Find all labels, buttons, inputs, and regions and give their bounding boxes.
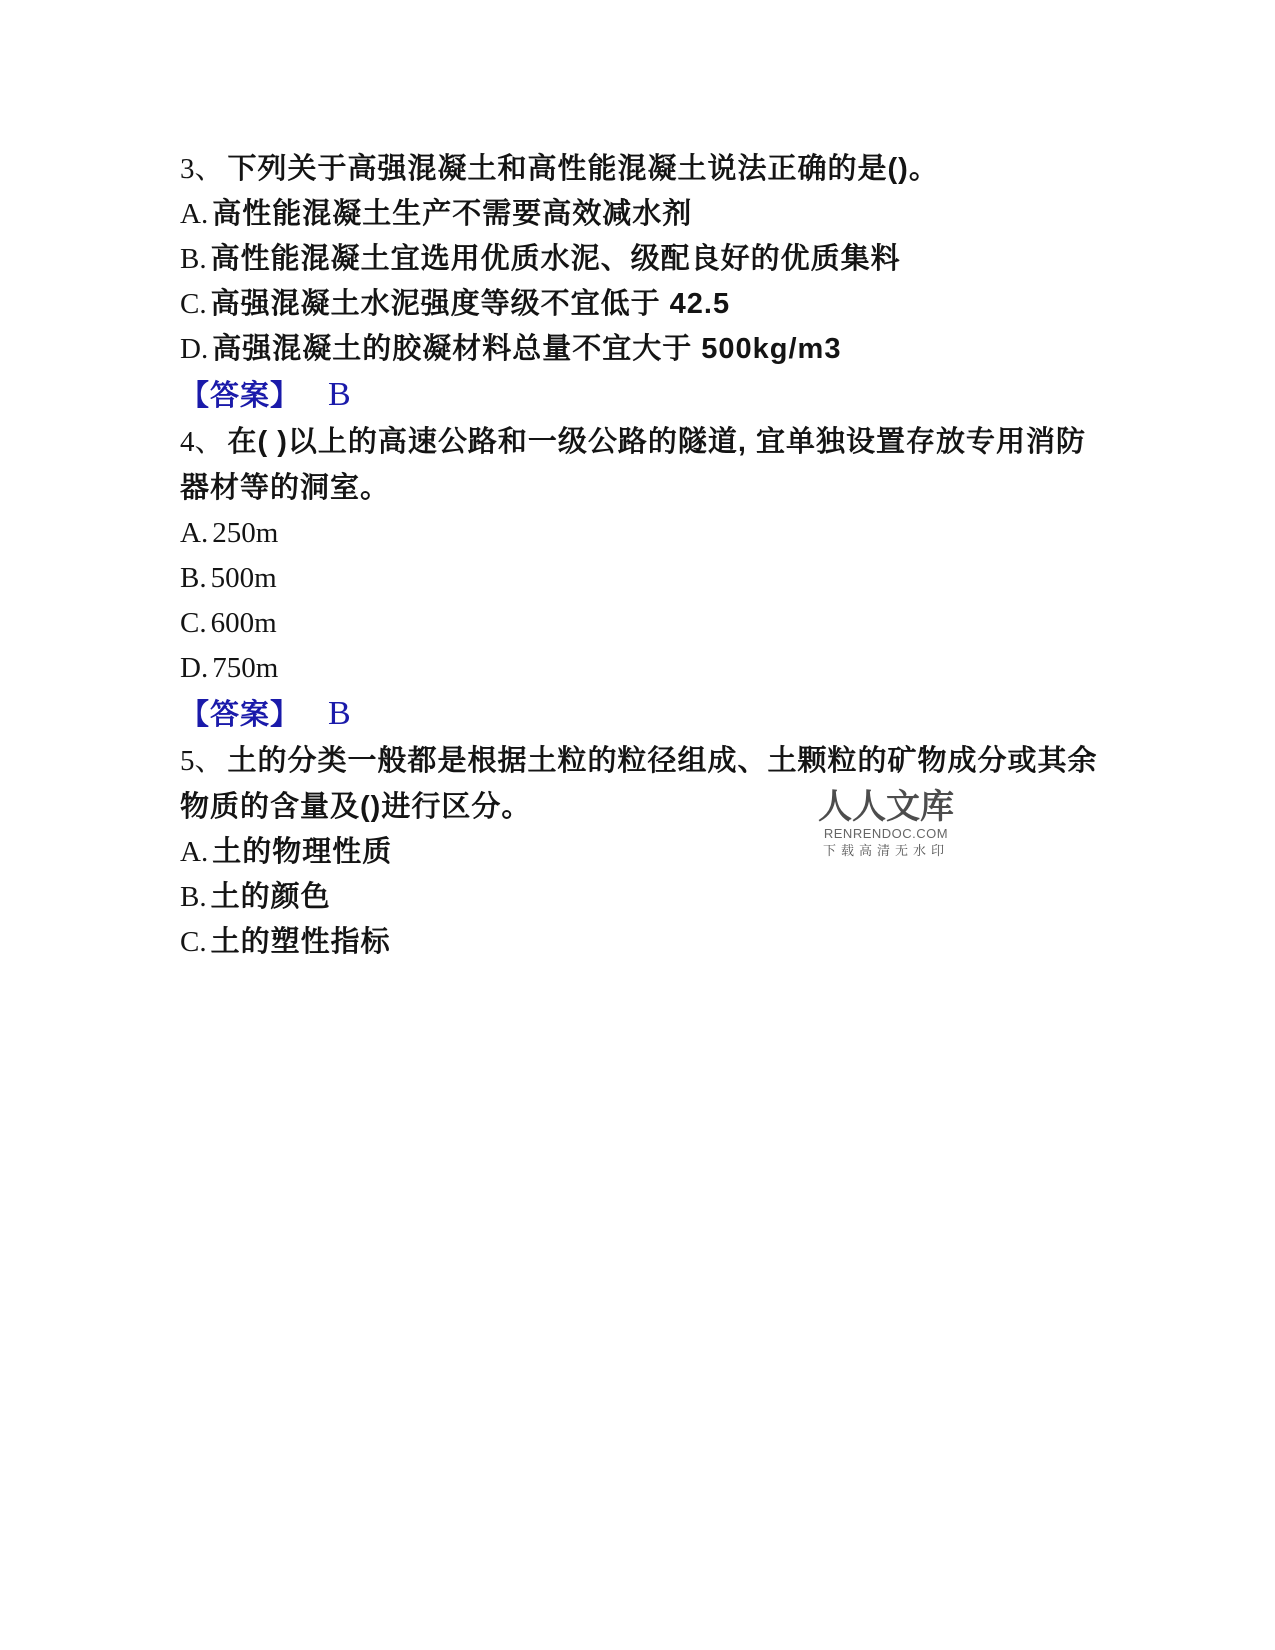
question-4 (180, 419, 1105, 738)
option-letter: C. (180, 926, 207, 958)
option-text: 高性能混凝土宜选用优质水泥、级配良好的优质集料 (210, 243, 901, 275)
option-text: 土的塑性指标 (210, 926, 391, 958)
question-5 (180, 738, 1105, 965)
question-stem-text: 土的分类一般都是根据土粒的粒径组成、土颗粒的矿物成分或其余物质的含量及()进行区分。 (180, 745, 1098, 823)
option-text: 750m (212, 652, 279, 684)
option-b (180, 556, 1105, 601)
option-letter: A. (180, 517, 209, 549)
option-c (180, 601, 1105, 646)
option-text: 高性能混凝土生产不需要高效减水剂 (212, 198, 693, 230)
question-number: 3、 (180, 153, 224, 185)
option-c (180, 920, 1105, 965)
option-text: 600m (210, 607, 277, 639)
answer-row (180, 372, 1105, 419)
question-stem (180, 738, 1105, 830)
document-content (180, 146, 1105, 965)
option-letter: B. (180, 562, 207, 594)
answer-label: 【答案】 (180, 699, 301, 731)
watermark (818, 790, 954, 859)
option-a (180, 830, 1105, 875)
watermark-logo-text: 人人文库 (818, 789, 954, 826)
option-letter: A. (180, 836, 209, 868)
option-letter: C. (180, 607, 207, 639)
option-c (180, 282, 1105, 327)
question-number: 5、 (180, 745, 224, 777)
option-b (180, 875, 1105, 920)
option-letter: C. (180, 288, 207, 320)
question-stem-text: 在( )以上的高速公路和一级公路的隧道, 宜单独设置存放专用消防器材等的洞室。 (180, 426, 1087, 504)
option-text: 高强混凝土水泥强度等级不宜低于 42.5 (210, 288, 731, 320)
option-b (180, 237, 1105, 282)
option-letter: D. (180, 652, 209, 684)
option-letter: D. (180, 333, 209, 365)
option-letter: B. (180, 243, 207, 275)
answer-label: 【答案】 (180, 380, 301, 412)
question-number: 4、 (180, 426, 224, 458)
option-text: 250m (212, 517, 279, 549)
option-d (180, 327, 1105, 372)
question-stem (180, 419, 1105, 511)
option-letter: B. (180, 881, 207, 913)
option-text: 土的颜色 (210, 881, 331, 913)
watermark-domain: RENRENDOC.COM (823, 826, 949, 841)
question-stem (180, 146, 1105, 192)
option-text: 高强混凝土的胶凝材料总量不宜大于 500kg/m3 (212, 333, 842, 365)
answer-value: B (328, 695, 351, 732)
question-3 (180, 146, 1105, 419)
option-text: 500m (210, 562, 277, 594)
option-letter: A. (180, 198, 209, 230)
option-d (180, 646, 1105, 691)
option-text: 土的物理性质 (212, 836, 393, 868)
answer-row (180, 691, 1105, 738)
question-stem-text: 下列关于高强混凝土和高性能混凝土说法正确的是()。 (227, 153, 939, 185)
answer-value: B (328, 376, 351, 413)
option-a (180, 192, 1105, 237)
watermark-tagline: 下载高清无水印 (822, 843, 949, 858)
option-a (180, 511, 1105, 556)
